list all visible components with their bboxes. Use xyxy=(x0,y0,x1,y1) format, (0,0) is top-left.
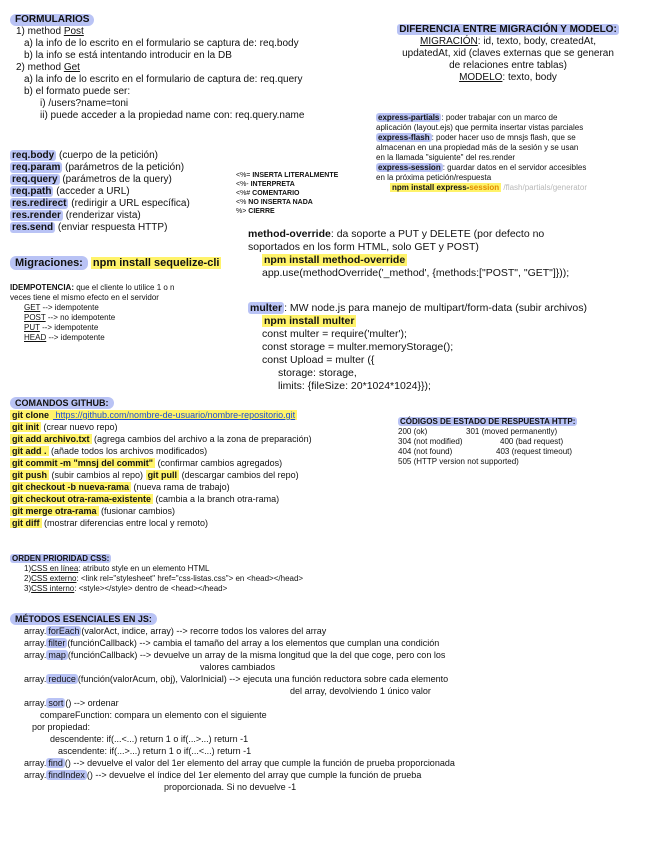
css-section xyxy=(10,554,430,594)
list-item: res.render (renderizar vista) xyxy=(12,210,141,221)
list-item: PUT --> idempotente xyxy=(24,323,99,332)
table-row: 200 (ok) 301 (moved permanently) xyxy=(398,427,558,436)
list-item: git diff (mostrar diferencias entre local y remoto) xyxy=(12,518,209,528)
get-ii: ii) puede acceder a la propiedad name con: req.query.name xyxy=(40,110,305,121)
list-item: 3)CSS interno: <style></style> dentro de <head></head> xyxy=(24,584,228,593)
formularios-section xyxy=(10,14,390,122)
list-item: req.path (acceder a URL) xyxy=(12,186,130,197)
list-item: array. map (funciónCallback) --> devuelve un array de la misma longitud que la del que coge, pero con los xyxy=(24,650,446,660)
list-item: <%# COMENTARIO xyxy=(236,190,300,197)
method-override-install: npm install method-override xyxy=(264,254,406,266)
list-item: req.param (parámetros de la petición) xyxy=(12,162,185,173)
list-item: git commit -m "mnsj del commit" (confirmar cambios agregados) xyxy=(12,458,283,468)
list-item: array. forEach (valorAct, indice, array) --> recorre todos los valores del array xyxy=(24,626,327,636)
list-item: git merge otra-rama (fusionar cambios) xyxy=(12,506,176,516)
list-item: git add archivo.txt (agrega cambios del archivo a la zona de preparación) xyxy=(12,434,312,444)
diferencia-section: DIFERENCIA ENTRE MIGRACIÓN Y MODELO: MIGRACIÓN: id, texto, body, createdAt, updatedAt, xid (claves externas que se generan de relaciones entre tablas) MODELO: texto, body xyxy=(399,24,617,83)
list-item: GET --> idempotente xyxy=(24,303,99,312)
idempotencia-section: IDEMPOTENCIA: que el cliente lo utilice 1 o n veces tiene el mismo efecto en el servidor GET --> idempotente POST --> no idempotente PUT --> idempotente HEAD --> idempotente xyxy=(10,283,240,343)
migraciones-line xyxy=(10,256,221,270)
table-row: 304 (not modified) 400 (bad request) xyxy=(398,437,564,446)
diferencia-title: DIFERENCIA ENTRE MIGRACIÓN Y MODELO: xyxy=(399,24,617,35)
list-item: array. findIndex () --> devuelve el índice del 1er elemento del array que cumple la función de prueba xyxy=(24,770,422,780)
migraciones-title: Migraciones: xyxy=(10,256,88,270)
post-b: b) la info se está intentando introducir en la DB xyxy=(24,50,232,61)
list-item: <%- INTERPRETA xyxy=(236,181,295,188)
method-override-use: app.use(methodOverride('_method', {methods:["POST", "GET"]})); xyxy=(262,267,570,279)
list-item: req.query (parámetros de la query) xyxy=(12,174,172,185)
list-item: git init (crear nuevo repo) xyxy=(12,422,118,432)
list-item: <% NO INSERTA NADA xyxy=(236,199,313,206)
list-item: git clone https://github.com/nombre-de-usuario/nombre-repositorio.git xyxy=(12,410,296,420)
list-item: <%= INSERTA LITERALMENTE xyxy=(236,172,339,179)
list-item: res.redirect (redirigir a URL específica) xyxy=(12,198,190,209)
list-item: HEAD --> idempotente xyxy=(24,333,105,342)
post-heading: 1) method Post xyxy=(16,26,84,37)
list-item: array. find () --> devuelve el valor del 1er elemento del array que cumple la función de prueba proporcionada xyxy=(24,758,455,768)
req-res-list xyxy=(10,150,240,234)
method-override-section: method-override: da soporte a PUT y DELETE (por defecto no soportados en los form HTML, solo GET y POST) npm install method-override app.use(methodOverride('_method', {methods:["POST", "GET"]})); xyxy=(248,228,648,280)
github-section xyxy=(10,397,410,529)
get-b: b) el formato puede ser: xyxy=(24,86,131,97)
http-codes-section xyxy=(398,417,648,467)
idempotencia-label: IDEMPOTENCIA: xyxy=(10,283,74,292)
get-i: i) /users?name=toni xyxy=(40,98,129,109)
list-item: 1)CSS en línea: atributo style en un elemento HTML xyxy=(24,564,210,573)
list-item: array. sort () --> ordenar xyxy=(24,698,119,708)
express-install-cmd: npm install express-session /flash/partials/generator xyxy=(392,183,587,192)
list-item: array. filter (funciónCallback) --> cambia el tamaño del array a los elementos que cumplan una condición xyxy=(24,638,440,648)
list-item: git add . (añade todos los archivos modificados) xyxy=(12,446,208,456)
list-item: res.send (enviar respuesta HTTP) xyxy=(12,222,168,233)
list-item: git push (subir cambios al repo) git pull (descargar cambios del repo) xyxy=(12,470,299,480)
http-title: CÓDIGOS DE ESTADO DE RESPUESTA HTTP: xyxy=(400,417,576,426)
multer-install: npm install multer xyxy=(264,315,355,327)
list-item: git checkout otra-rama-existente (cambia a la branch otra-rama) xyxy=(12,494,280,504)
js-title: MÉTODOS ESENCIALES EN JS: xyxy=(10,613,157,625)
list-item: array. reduce (función(valorAcum, obj), ValorInicial) --> ejecuta una función reductora sobre cada elemento xyxy=(24,674,449,684)
list-item: %> CIERRE xyxy=(236,208,275,215)
css-title: ORDEN PRIORIDAD CSS: xyxy=(12,554,110,563)
migraciones-cmd: npm install sequelize-cli xyxy=(92,257,220,269)
list-item: req.body (cuerpo de la petición) xyxy=(12,150,158,161)
js-methods-section: MÉTODOS ESENCIALES EN JS: array. forEach (valorAct, indice, array) --> recorre todos los valores del array array. filter (funciónCallback) --> cambia el tamaño del array a los elementos que cumplan una condición array. map (funciónCallback) --> devuelve un array de la misma longitud que la del que coge, pero con los valores cambiados array. reduce (función(valorAcum, obj), ValorInicial) --> ejecuta una función reductora sobre cada elemento del array, devolviendo 1 único valor array. sort () --> ordenar compareFunction: compara un elemento con el siguiente por propiedad: descendente: if(...<...) return 1 o if(...>...) return -1 ascendente: if(...>...) return 1 o if(...<...) return -1 array. find () --> devuelve el valor del 1er elemento del array que cumple la función de prueba proporcionada array. findIndex () --> devuelve el índice del 1er elemento del array que cumple la función de prueba proporcionada. Si no devuelve -1 xyxy=(10,613,610,793)
ejs-tags-list xyxy=(236,171,396,216)
express-section: express-partials : poder trabajar con un marco de aplicación (layout.ejs) que permita insertar vistas parciales express-flash : poder hacer uso de mnsjs flash, que se almacenan en una propiedad más de la sesión y se usan en la llamada "siguiente" del res.render express-session : guardar datos en el servidor accesibles en la próxima petición/respuesta npm install express-session /flash/partials/generator xyxy=(376,113,648,193)
formularios-title: FORMULARIOS xyxy=(10,14,94,26)
get-heading: 2) method Get xyxy=(16,62,80,73)
table-row: 505 (HTTP version not supported) xyxy=(398,457,519,466)
list-item: git checkout -b nueva-rama (nueva rama de trabajo) xyxy=(12,482,230,492)
multer-section: multer : MW node.js para manejo de multipart/form-data (subir archivos) npm install multer const multer = require('multer'); const storage = multer.memoryStorage(); const Upload = multer ({ storage: storage, limits: {fileSize: 20*1024*1024}}); xyxy=(250,302,587,392)
post-a: a) la info de lo escrito en el formulario se captura de: req.body xyxy=(24,38,299,49)
github-title: COMANDOS GITHUB: xyxy=(10,397,114,409)
list-item: 2)CSS externo: <link rel="stylesheet" href="css-listas.css"> en <head></head> xyxy=(24,574,304,583)
get-a: a) la info de lo escrito en el formulario de captura de: req.query xyxy=(24,74,303,85)
table-row: 404 (not found) 403 (request timeout) xyxy=(398,447,573,456)
list-item: POST --> no idempotente xyxy=(24,313,116,322)
